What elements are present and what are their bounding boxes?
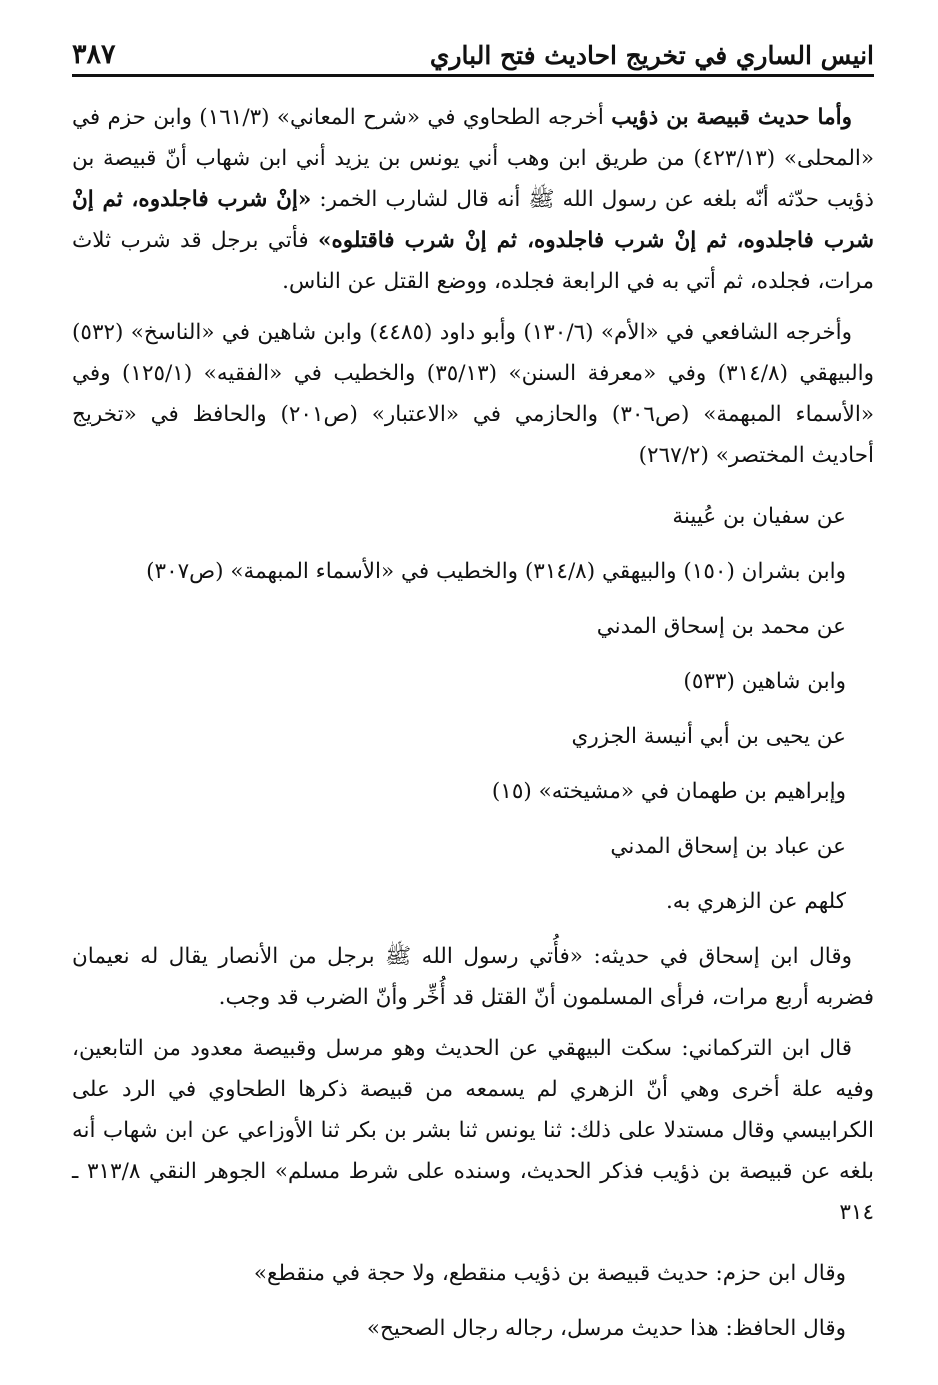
page-number: ٣٨٧ <box>72 39 116 70</box>
paragraph-takhrij: وأخرجه الشافعي في «الأم» (١٣٠/٦) وأبو داود (٤٤٨٥) وابن شاهين في «الناسخ» (٥٣٢) والبيهقي (٣١٤/٨) وفي «معرفة السنن» (٣٥/١٣) والخطيب في «الفقيه» (١٢٥/١) وفي «الأسماء المبهمة» (ص٣٠٦) والحازمي في «الاعتبار» (ص٢٠١) والحافظ في «تخريج أحاديث المختصر» (٢٦٧/٢) <box>72 320 874 468</box>
paragraph-ibn-turkmani: قال ابن التركماني: سكت البيهقي عن الحديث وهو مرسل وقبيصة معدود من التابعين، وفيه علة أخرى وهي أنّ الزهري لم يسمعه من قبيصة ذكرها الطحاوي في الرد على الكرابيسي وقال مستدلا على ذلك: ثنا يونس ثنا بشر بن بكر ثنا الأوزاعي عن ابن شهاب أنه بلغه عن قبيصة بن ذؤيب فذكر الحديث، وسنده على شرط مسلم» الجوهر النقي ٣١٣/٨ ـ ٣١٤ <box>72 1036 875 1225</box>
chain-line: عن سفيان بن عُيينة <box>672 504 846 529</box>
hadith-quote: «إنْ شرب فاجلدوه، ثم إنْ شرب فاجلدوه، ثم إنْ شرب فاجلدوه، ثم إنْ شرب فاقتلوه» <box>72 187 874 253</box>
paragraph-ibn-ishaq: وقال ابن إسحاق في حديثه: «فأُتي رسول الله ﷺ برجل من الأنصار يقال له نعيمان فضربه أربع مرات، فرأى المسلمون أنّ القتل قد أُخِّر وأنّ الضرب قد وجب. <box>72 944 874 1010</box>
running-title: انيس الساري في تخريج احاديث فتح الباري <box>429 41 874 70</box>
chain-line: عن يحيى بن أبي أنيسة الجزري <box>571 724 846 749</box>
paragraph-text: أخرجه الطحاوي في «شرح المعاني» (١٦١/٣) وابن حزم في «المحلى» (٤٢٣/١٣) من طريق ابن وهب أني يونس بن يزيد أني ابن شهاب أنّ قبيصة بن ذؤيب حدّثه أنّه بلغه عن رسول الله ﷺ أنه قال لشارب الخمر: <box>72 105 875 212</box>
quote-ibn-hazm: وقال ابن حزم: حديث قبيصة بن ذؤيب منقطع، ولا حجة في منقطع» <box>253 1261 846 1286</box>
paragraph-qabisa-hadith <box>72 97 874 302</box>
chain-line: عن عباد بن إسحاق المدني <box>610 834 846 859</box>
page-header <box>72 28 874 77</box>
hadith-heading: وأما حديث قبيصة بن ذؤيب <box>611 105 852 130</box>
quote-hafiz: وقال الحافظ: هذا حديث مرسل، رجاله رجال الصحيح» <box>366 1316 846 1341</box>
chain-line: وابن بشران (١٥٠) والبيهقي (٣١٤/٨) والخطيب في «الأسماء المبهمة» (ص٣٠٧) <box>146 559 846 584</box>
chain-line: وابن شاهين (٥٣٣) <box>683 669 846 694</box>
chain-line: عن محمد بن إسحاق المدني <box>596 614 846 639</box>
chain-line: كلهم عن الزهري به. <box>665 889 846 914</box>
chain-line: وإبراهيم بن طهمان في «مشيخته» (١٥) <box>491 779 846 804</box>
paragraph-text: فأتي برجل قد شرب ثلاث مرات، فجلده، ثم أتي به في الرابعة فجلده، ووضع القتل عن الناس. <box>72 228 874 294</box>
